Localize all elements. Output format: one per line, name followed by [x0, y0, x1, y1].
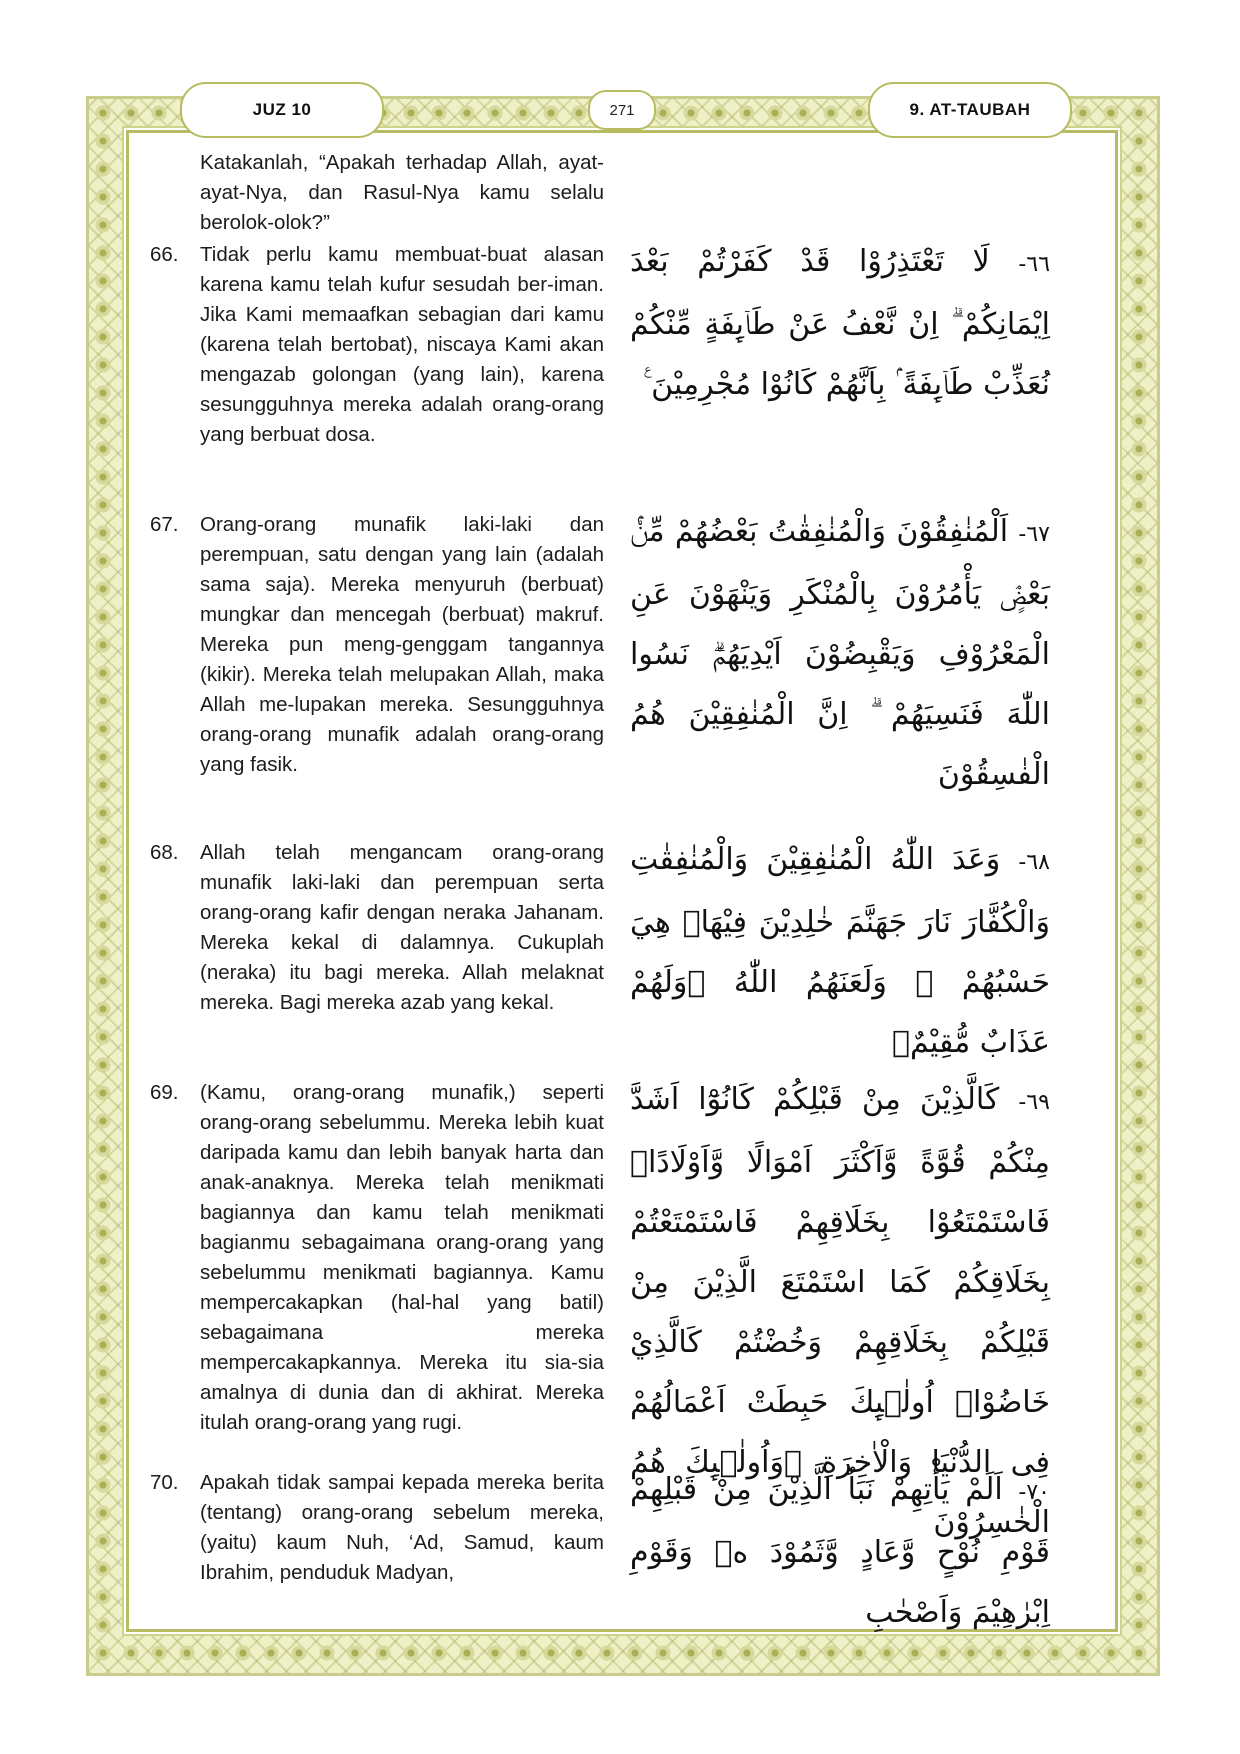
arabic-text: كَالَّذِيْنَ مِنْ قَبْلِكُمْ كَانُوْٓا اَشَدَّ مِنْكُمْ قُوَّةً وَّاَكْثَرَ اَمْوَالًا وَّاَوْلَادًاۗ فَاسْتَمْتَعُوْا بِخَلَاقِهِمْ فَاسْتَمْتَعْتُمْ بِخَلَاقِكُمْ كَمَا اسْتَمْتَعَ الَّذِيْنَ مِنْ قَبْلِكُمْ بِخَلَاقِهِمْ وَخُضْتُمْ كَالَّذِيْ خَاضُوْاۗ اُولٰۤىِٕكَ حَبِطَتْ اَعْمَالُهُمْ فِى الدُّنْيَا وَالْاٰخِرَةِ ۚوَاُولٰۤىِٕكَ هُمُ الْخٰسِرُوْنَ: [630, 1082, 1050, 1540]
verse-arabic: [630, 1460, 1050, 1643]
arabic-text: اَلْمُنٰفِقُوْنَ وَالْمُنٰفِقٰتُ بَعْضُهُمْ مِّنْۢ بَعْضٍۘ يَأْمُرُوْنَ بِالْمُنْكَرِ وَيَنْهَوْنَ عَنِ الْمَعْرُوْفِ وَيَقْبِضُوْنَ اَيْدِيَهُمْۗ نَسُوا اللّٰهَ فَنَسِيَهُمْ ۗ اِنَّ الْمُنٰفِقِيْنَ هُمُ الْفٰسِقُوْنَ: [630, 514, 1050, 792]
verse-translation: Apakah tidak sampai kepada mereka berita (tentang) orang-orang sebelum mereka, (yaitu) kaum Nuh, ‘Ad, Samud, kaum Ibrahim, penduduk Madyan,: [200, 1471, 604, 1584]
verse-translation: (Kamu, orang-orang munafik,) seperti orang-orang sebelummu. Mereka lebih kuat daripada kamu dan lebih banyak harta dan anak-anaknya. Mereka telah menikmati bagiannya dan kamu telah menikmati bagianmu sebagaimana orang-orang yang sebelummu menikmati bagiannya. Kamu mempercakapkan (hal-hal yang batil) sebagaimana mereka mempercakapkannya. Mereka itu sia-sia amalnya di dunia dan di akhirat. Mereka itulah orang-orang yang rugi.: [200, 1081, 604, 1434]
intro-translation: Katakanlah, “Apakah terhadap Allah, ayat-ayat-Nya, dan Rasul-Nya kamu selalu berolok-olok?”: [200, 151, 604, 234]
page-number: 271: [588, 90, 656, 130]
verse-translation: Orang-orang munafik laki-laki dan perempuan, satu dengan yang lain (adalah sama saja). Mereka menyuruh (berbuat) mungkar dan mencegah (berbuat) makruf. Mereka pun meng-genggam tangannya (kikir). Mereka telah melupakan Allah, maka Allah me-lupakan mereka. Sesungguhnya orang-orang munafik adalah orang-orang yang fasik.: [200, 513, 604, 776]
arabic-text: وَعَدَ اللّٰهُ الْمُنٰفِقِيْنَ وَالْمُنٰفِقٰتِ وَالْكُفَّارَ نَارَ جَهَنَّمَ خٰلِدِيْنَ فِيْهَاۗ هِيَ حَسْبُهُمْ ۚ وَلَعَنَهُمُ اللّٰهُ ۚوَلَهُمْ عَذَابٌ مُّقِيْمٌۙ: [630, 842, 1050, 1060]
verse-number: 69.: [150, 1081, 179, 1104]
arabic-verse-number: ٧٠-: [1018, 1480, 1050, 1505]
arabic-verse-number: ٦٨-: [1018, 850, 1050, 875]
verse-number: 67.: [150, 513, 179, 536]
arabic-verse-number: ٦٦-: [1018, 252, 1051, 277]
arabic-text: لَا تَعْتَذِرُوْا قَدْ كَفَرْتُمْ بَعْدَ اِيْمَانِكُمْ ۗ اِنْ نَّعْفُ عَنْ طَاۤىِٕفَةٍ مِّنْكُمْ نُعَذِّبْ طَاۤىِٕفَةً ۢ بِاَنَّهُمْ كَانُوْا مُجْرِمِيْنَ ࣖ: [630, 244, 1050, 402]
verse-translation: Allah telah mengancam orang-orang munafik laki-laki dan perempuan serta orang-orang kafir dengan neraka Jahanam. Mereka kekal di dalamnya. Cukuplah (neraka) itu bagi mereka. Allah melaknat mereka. Bagi mereka azab yang kekal.: [200, 841, 604, 1014]
surah-label: 9. AT-TAUBAH: [868, 82, 1072, 138]
verse-number: 70.: [150, 1471, 179, 1494]
verse-number: 68.: [150, 841, 179, 864]
verse-translation: Tidak perlu kamu membuat-buat alasan karena kamu telah kufur sesudah ber-iman. Jika Kami memaafkan sebagian dari kamu (karena telah bertobat), niscaya Kami akan mengazab golongan (yang lain), karena sesungguhnya mereka adalah orang-orang yang berbuat dosa.: [200, 243, 604, 446]
verse-arabic: [630, 232, 1050, 415]
arabic-verse-number: ٦٧-: [1018, 522, 1050, 547]
verse-arabic: [630, 502, 1050, 805]
verse-arabic: [630, 830, 1050, 1073]
verse-number: 66.: [150, 243, 179, 266]
juz-label: JUZ 10: [180, 82, 384, 138]
arabic-text: اَلَمْ يَأْتِهِمْ نَبَاُ الَّذِيْنَ مِنْ قَبْلِهِمْ قَوْمِ نُوْحٍ وَّعَادٍ وَّثَمُوْدَ ەۙ وَقَوْمِ اِبْرٰهِيْمَ وَاَصْحٰبِ: [630, 1472, 1050, 1630]
arabic-verse-number: ٦٩-: [1018, 1090, 1050, 1115]
